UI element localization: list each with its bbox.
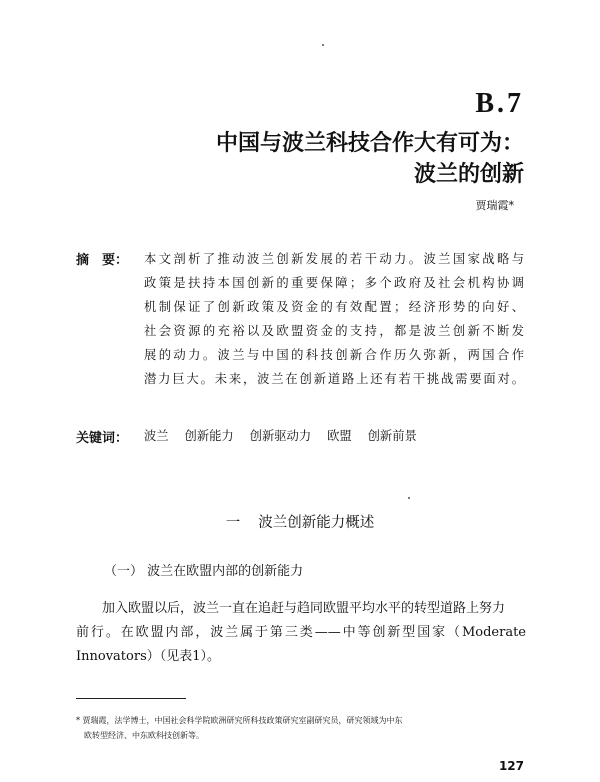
body-line: 加入欧盟以后，波兰一直在追赶与趋同欧盟平均水平的转型道路上努力 [102,601,506,616]
page-title-line-2: 波兰的创新 [413,162,524,187]
section-title: 波兰创新能力概述 [258,515,375,531]
abstract-line: 机制保证了创新政策及资金的有效配置；经济形势的向好、 [144,300,524,314]
abstract-line: 展的动力。波兰与中国的科技创新合作历久弥新，两国合作 [144,348,524,362]
footnote [76,713,526,743]
abstract-line: 政策是扶持本国创新的重要保障；多个政府及社会机构协调 [144,276,524,290]
author-name: 贾瑞霞* [475,199,514,212]
footnote-line: * 贾瑞霞，法学博士，中国社会科学院欧洲研究所科技政策研究室副研究员，研究领域为中东 [76,716,403,725]
chapter-number: B.7 [475,88,524,119]
scan-speck [408,497,410,499]
keyword: 波兰 [144,429,169,443]
footnote-divider [76,698,186,699]
keyword: 创新能力 [184,429,234,443]
keyword: 创新驱动力 [249,429,312,443]
body-line: Innovators）（见表1）。 [76,649,221,664]
keyword: 创新前景 [367,429,417,443]
abstract-line: 潜力巨大。未来，波兰在创新道路上还有若干挑战需要面对。 [144,372,524,386]
footnote-line: 欧转型经济、中东欧科技创新等。 [84,731,204,740]
keywords-label: 关键词： [76,431,129,446]
section-heading [0,511,600,532]
scan-speck [322,44,324,46]
page-title-line-1: 中国与波兰科技合作大有可为： [215,131,524,156]
abstract-label: 摘 要： [76,253,129,268]
subsection-heading: （一） 波兰在欧盟内部的创新能力 [104,564,304,579]
abstract-text [144,247,524,391]
keyword: 欧盟 [327,429,352,443]
section-number: 一 [225,515,241,531]
abstract-line: 社会资源的充裕以及欧盟资金的支持，都是波兰创新不断发 [144,324,524,338]
page-number: 127 [498,759,524,773]
body-paragraph [76,597,526,669]
body-line: 前行。在欧盟内部，波兰属于第三类——中等创新型国家（Moderate [76,625,526,640]
abstract-line: 本文剖析了推动波兰创新发展的若干动力。波兰国家战略与 [144,252,524,266]
keywords-list [144,426,429,444]
